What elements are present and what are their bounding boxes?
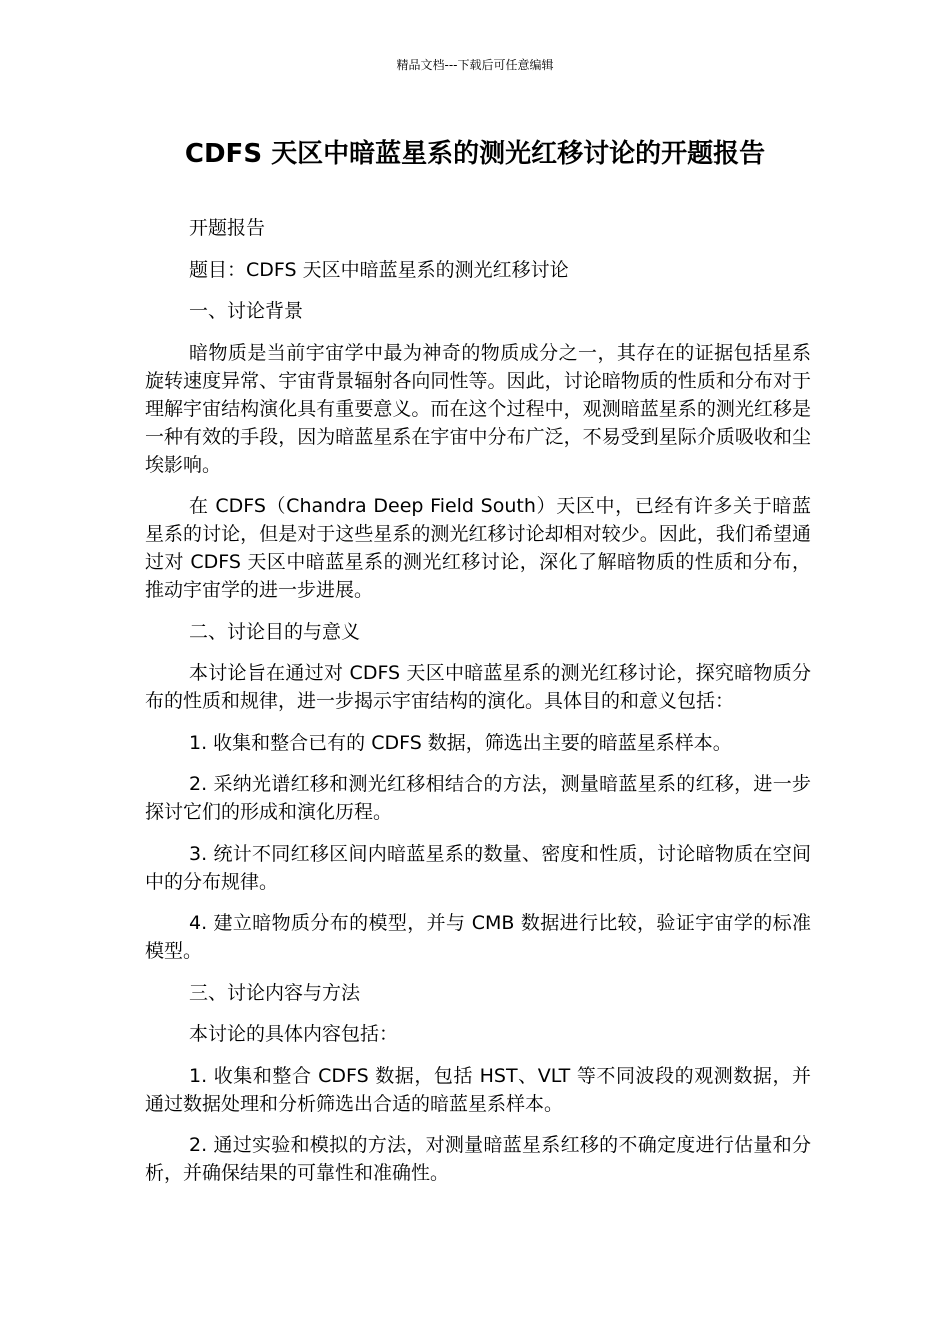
header-note: 精品文档---下载后可任意编辑: [396, 58, 554, 72]
purpose-item-3: 3. 统计不同红移区间内暗蓝星系的数量、密度和性质，讨论暗物质在空间中的分布规律。: [145, 842, 811, 893]
paragraph-purpose-intro: 本讨论旨在通过对 CDFS 天区中暗蓝星系的测光红移讨论，探究暗物质分布的性质和规律，进一步揭示宇宙结构的演化。具体目的和意义包括：: [145, 662, 811, 712]
paragraph-background-1: 暗物质是当前宇宙学中最为神奇的物质成分之一，其存在的证据包括星系旋转速度异常、宇宙背景辐射各向同性等。因此，讨论暗物质的性质和分布对于理解宇宙结构演化具有重要意义。而在这个过程中，观测暗蓝星系的测光红移是一种有效的手段，因为暗蓝星系在宇宙中分布广泛，不易受到星际介质吸收和尘埃影响。: [145, 341, 811, 476]
purpose-item-4: 4. 建立暗物质分布的模型，并与 CMB 数据进行比较，验证宇宙学的标准模型。: [145, 912, 811, 962]
content-item-1: 1. 收集和整合 CDFS 数据，包括 HST、VLT 等不同波段的观测数据，并通过数据处理和分析筛选出合适的暗蓝星系样本。: [145, 1064, 811, 1115]
purpose-item-2: 2. 采纳光谱红移和测光红移相结合的方法，测量暗蓝星系的红移，进一步探讨它们的形成和演化历程。: [145, 773, 811, 823]
document-body: [145, 214, 811, 1201]
paragraph-background-2: 在 CDFS（Chandra Deep Field South）天区中，已经有许多关于暗蓝星系的讨论，但是对于这些星系的测光红移讨论却相对较少。因此，我们希望通过对 CDFS 天区中暗蓝星系的测光红移讨论，深化了解暗物质的性质和分布，推动宇宙学的进一步进展。: [145, 495, 811, 601]
section-heading-background: 一、讨论背景: [189, 300, 304, 322]
purpose-item-1: 1. 收集和整合已有的 CDFS 数据，筛选出主要的暗蓝星系样本。: [189, 731, 732, 754]
topic-line: 题目：CDFS 天区中暗蓝星系的测光红移讨论: [189, 258, 569, 281]
section-label-report: 开题报告: [189, 217, 266, 239]
content-item-2: 2. 通过实验和模拟的方法，对测量暗蓝星系红移的不确定度进行估量和分析，并确保结果的可靠性和准确性。: [145, 1134, 811, 1184]
paragraph-content-intro: 本讨论的具体内容包括：: [189, 1023, 399, 1045]
section-heading-purpose: 二、讨论目的与意义: [189, 620, 361, 643]
document-title: CDFS 天区中暗蓝星系的测光红移讨论的开题报告: [184, 139, 766, 169]
section-heading-content-method: 三、讨论内容与方法: [189, 981, 361, 1004]
